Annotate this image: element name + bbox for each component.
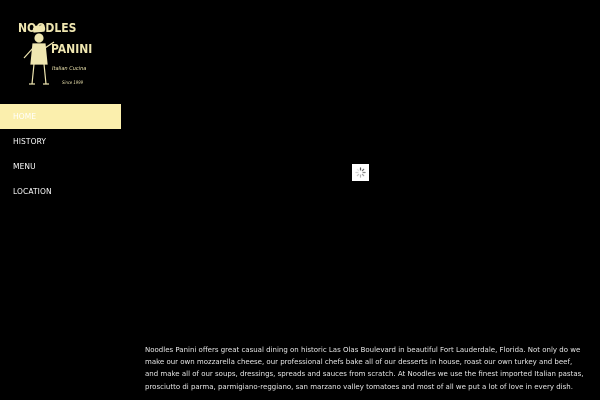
nav-item-history[interactable]: HISTORY xyxy=(13,137,47,146)
loading-indicator xyxy=(352,164,369,181)
logo-line1: NOODLES xyxy=(18,21,77,35)
nav-item-menu[interactable]: MENU xyxy=(13,162,36,171)
spinner-icon xyxy=(355,167,366,178)
nav-item-location[interactable]: LOCATION xyxy=(13,187,52,196)
main-nav xyxy=(0,104,121,204)
logo-artwork xyxy=(14,12,110,92)
logo-since: Since 1999 xyxy=(62,80,83,85)
nav-item-home[interactable]: HOME xyxy=(0,104,121,129)
intro-description: Noodles Panini offers great casual dining on historic Las Olas Boulevard in beautiful Fort Lauderdale, Florida. Not only do we make our own mozzarella cheese, our professional chefs bake all of our desserts in house, roast our own turkey and beef, and make all of our soups, dressings, spreads and sauces from scratch. At Noodles we use the finest imported Italian pastas, prosciutto di parma, parmigiano-reggiano, san marzano valley tomatoes and most of all we put a lot of love in every dish. xyxy=(145,346,584,391)
logo-tagline: Italian Cucina xyxy=(52,66,87,72)
site-logo[interactable] xyxy=(14,12,110,92)
logo-line2: PANINI xyxy=(51,42,93,56)
